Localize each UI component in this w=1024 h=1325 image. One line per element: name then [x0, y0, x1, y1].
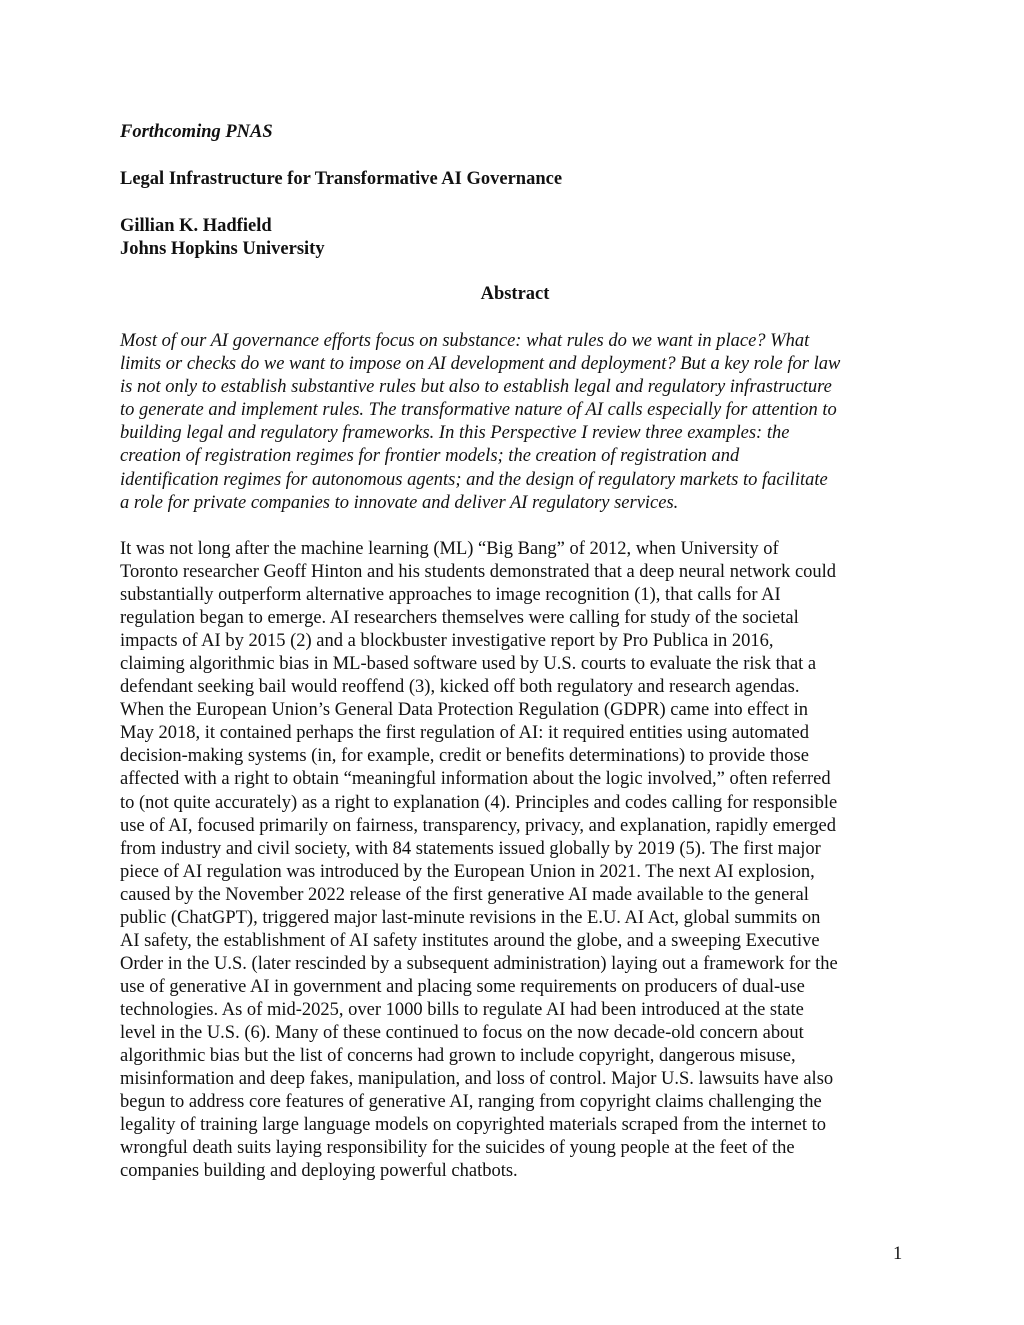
body-line: AI safety, the establishment of AI safety institutes around the globe, and a sweeping Executive [120, 930, 820, 951]
author-name: Gillian K. Hadfield [120, 216, 272, 236]
body-line: It was not long after the machine learning (ML) “Big Bang” of 2012, when University of [120, 539, 779, 559]
author-block [120, 215, 325, 261]
body-line: from industry and civil society, with 84 statements issued globally by 2019 (5). The first major [120, 838, 821, 859]
body-line: regulation began to emerge. AI researchers themselves were calling for study of the societal [120, 608, 799, 629]
abstract-line: is not only to establish substantive rules but also to establish legal and regulatory infrastructure [120, 377, 832, 398]
abstract-text [120, 330, 840, 515]
abstract-line: a role for private companies to innovate and deliver AI regulatory services. [120, 492, 679, 513]
body-line: begun to address core features of generative AI, ranging from copyright claims challenging the [120, 1092, 822, 1113]
body-line: wrongful death suits laying responsibility for the suicides of young people at the feet of the [120, 1138, 795, 1159]
abstract-line: to generate and implement rules. The transformative nature of AI calls especially for attention to [120, 400, 837, 421]
body-line: substantially outperform alternative approaches to image recognition (1), that calls for AI [120, 585, 781, 606]
body-line: When the European Union’s General Data Protection Regulation (GDPR) came into effect in [120, 700, 809, 721]
body-line: defendant seeking bail would reoffend (3), kicked off both regulatory and research agendas. [120, 677, 800, 698]
abstract-line: building legal and regulatory frameworks. In this Perspective I review three examples: the [120, 423, 790, 444]
body-line: piece of AI regulation was introduced by the European Union in 2021. The next AI explosion, [120, 861, 815, 882]
abstract-line: limits or checks do we want to impose on AI development and deployment? But a key role for law [120, 354, 841, 375]
body-line: impacts of AI by 2015 (2) and a blockbuster investigative report by Pro Publica in 2016, [120, 631, 774, 652]
body-line: Toronto researcher Geoff Hinton and his students demonstrated that a deep neural network could [120, 562, 837, 583]
body-line: technologies. As of mid-2025, over 1000 bills to regulate AI had been introduced at the state [120, 999, 804, 1020]
body-line: algorithmic bias but the list of concerns had grown to include copyright, dangerous misuse, [120, 1046, 796, 1067]
body-line: use of generative AI in government and placing some requirements on producers of dual-use [120, 976, 805, 997]
abstract-line: creation of registration regimes for frontier models; the creation of registration and [120, 446, 740, 467]
body-paragraph [120, 538, 838, 1183]
body-line: use of AI, focused primarily on fairness, transparency, privacy, and explanation, rapidly emerged [120, 815, 836, 836]
body-line: level in the U.S. (6). Many of these continued to focus on the now decade-old concern about [120, 1022, 804, 1043]
author-affiliation: Johns Hopkins University [120, 239, 325, 259]
body-line: May 2018, it contained perhaps the first regulation of AI: it required entities using automated [120, 723, 809, 744]
body-line: affected with a right to obtain “meaningful information about the logic involved,” often referred [120, 769, 831, 790]
journal-label: Forthcoming PNAS [120, 122, 273, 142]
body-line: Order in the U.S. (later rescinded by a subsequent administration) laying out a framework for the [120, 953, 838, 974]
body-line: companies building and deploying powerful chatbots. [120, 1161, 518, 1182]
abstract-line: Most of our AI governance efforts focus on substance: what rules do we want in place? What [120, 331, 810, 351]
body-line: misinformation and deep fakes, manipulation, and loss of control. Major U.S. lawsuits have also [120, 1069, 834, 1090]
abstract-heading: Abstract [480, 284, 550, 304]
body-line: caused by the November 2022 release of the first generative AI made available to the general [120, 884, 809, 905]
abstract-line: identification regimes for autonomous agents; and the design of regulatory markets to facilitate [120, 469, 828, 490]
body-line: decision-making systems (in, for example, credit or benefits determinations) to provide those [120, 746, 809, 767]
body-line: public (ChatGPT), triggered major last-minute revisions in the E.U. AI Act, global summits on [120, 907, 821, 928]
body-line: to (not quite accurately) as a right to explanation (4). Principles and codes calling for responsible [120, 792, 838, 813]
paper-title: Legal Infrastructure for Transformative AI Governance [120, 169, 563, 189]
body-line: legality of training large language models on copyrighted materials scraped from the internet to [120, 1115, 827, 1136]
page-number: 1 [893, 1244, 903, 1264]
body-line: claiming algorithmic bias in ML-based software used by U.S. courts to evaluate the risk that a [120, 654, 817, 675]
